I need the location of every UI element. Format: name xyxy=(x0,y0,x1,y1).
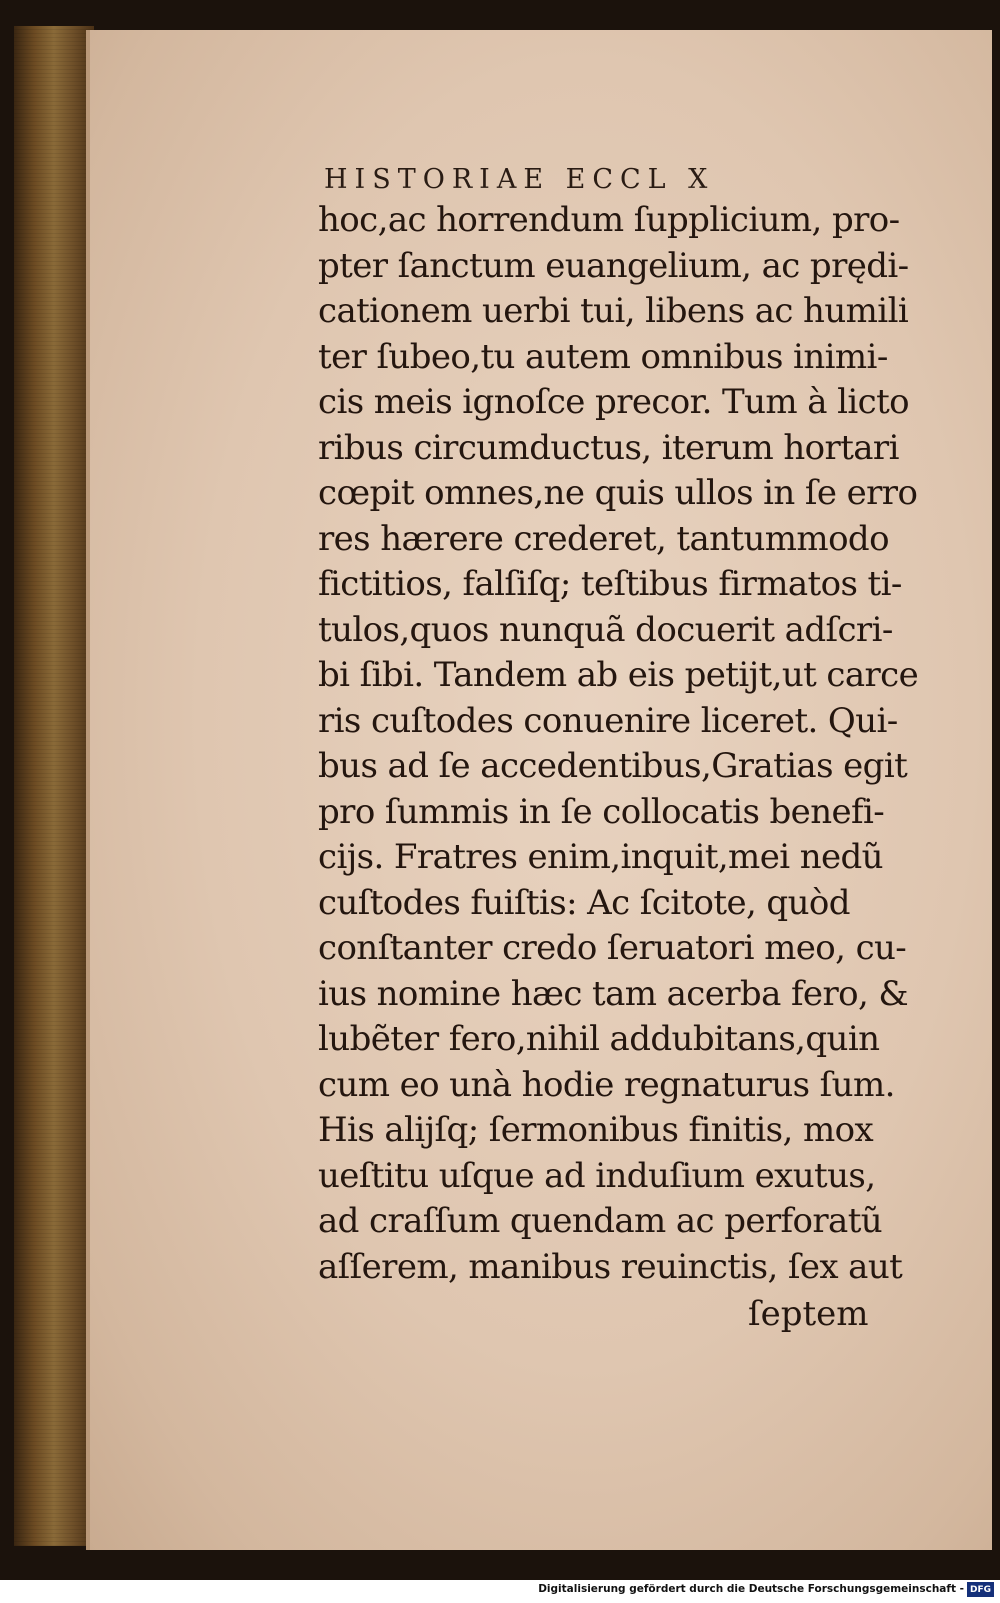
book-edge xyxy=(14,26,94,1546)
body-text xyxy=(318,198,938,1290)
text-line: ueſtitu uſque ad induſium exutus, xyxy=(318,1155,876,1196)
funding-credit: Digitalisierung gefördert durch die Deutsche Forschungsgemeinschaft - xyxy=(538,1583,964,1595)
text-line: bi ſibi. Tandem ab eis petijt,ut carce xyxy=(318,655,919,695)
text-line: ribus circumductus, iterum hortari xyxy=(318,427,899,468)
dfg-logo: DFG xyxy=(967,1582,994,1597)
text-line: ad craſſum quendam ac perforatũ xyxy=(318,1201,883,1241)
text-line: hoc,ac horrendum ſupplicium, pro- xyxy=(318,200,900,240)
text-line: tulos,quos nunquã docuerit adſcri- xyxy=(318,609,893,650)
text-line: ter ſubeo,tu autem omnibus inimi- xyxy=(318,336,888,377)
text-line: His alijſq; ſermonibus finitis, mox xyxy=(318,1110,874,1150)
text-line: cuſtodes fuiſtis: Ac ſcitote, quòd xyxy=(318,882,850,923)
text-line: cum eo unà hodie regnaturus ſum. xyxy=(318,1064,895,1105)
text-line: cœpit omnes,ne quis ullos in ſe erro xyxy=(318,473,918,513)
text-line: pro ſummis in ſe collocatis benefi- xyxy=(318,791,885,832)
text-line: cijs. Fratres enim,inquit,mei nedũ xyxy=(318,837,883,877)
text-line: ius nomine hæc tam acerba fero, & xyxy=(318,973,909,1014)
text-line: cationem uerbi tui, libens ac humili xyxy=(318,291,909,331)
text-line: fictitios, falſiſq; teſtibus firmatos ti- xyxy=(318,564,902,604)
catchword: ſeptem xyxy=(748,1294,869,1334)
text-line: ris cuſtodes conuenire liceret. Qui- xyxy=(318,700,898,741)
running-head: HISTORIAE ECCL X xyxy=(324,164,715,195)
text-line: aſſerem, manibus reuinctis, ſex aut xyxy=(318,1246,903,1287)
text-line: conſtanter credo ſeruatori meo, cu- xyxy=(318,928,907,968)
text-line: res hærere crederet, tantummodo xyxy=(318,518,889,559)
text-line: cis meis ignoſce precor. Tum à licto xyxy=(318,382,910,422)
text-line: pter ſanctum euangelium, ac prędi- xyxy=(318,245,909,286)
text-line: bus ad ſe accedentibus,Gratias egit xyxy=(318,746,908,786)
text-line: lubẽter fero,nihil addubitans,quin xyxy=(318,1019,880,1059)
